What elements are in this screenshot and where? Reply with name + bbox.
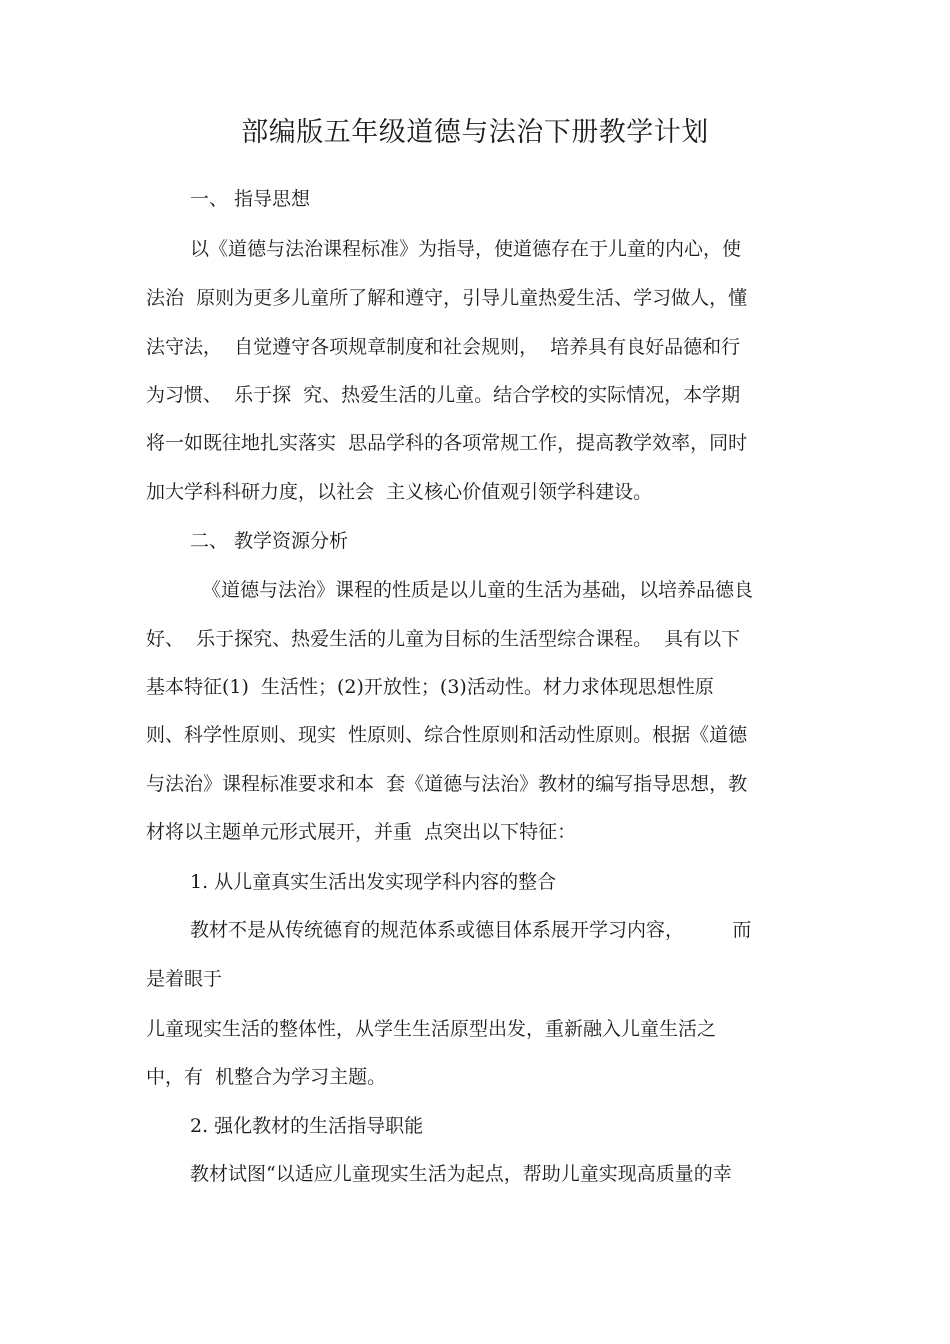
paragraph-line: 材将以主题单元形式展开，并重 点突出以下特征：	[146, 821, 577, 843]
paragraph-line: 儿童现实生活的整体性，从学生生活原型出发，重新融入儿童生活之	[146, 1018, 717, 1040]
numbered-heading-1: 1. 从儿童真实生活出发实现学科内容的整合	[190, 871, 557, 893]
paragraph-line: 教材试图“以适应儿童现实生活为起点，帮助儿童实现高质量的幸	[190, 1163, 732, 1185]
paragraph-line: 法守法， 自觉遵守各项规章制度和社会规则， 培养具有良好品德和行	[146, 336, 741, 358]
paragraph-line: 与法治》课程标准要求和本 套《道德与法治》教材的编写指导思想，教	[146, 773, 748, 795]
paragraph-line: 将一如既往地扎实落实 思品学科的各项常规工作，提高教学效率，同时	[146, 432, 748, 454]
section-heading-2: 二、 教学资源分析	[190, 530, 349, 552]
document-title: 部编版五年级道德与法治下册教学计划	[241, 117, 709, 148]
paragraph-line: 教材不是从传统德育的规范体系或德目体系展开学习内容， 而	[190, 919, 752, 941]
section-heading-1: 一、 指导思想	[190, 188, 311, 210]
paragraph-line: 为习惯、 乐于探 究、热爱生活的儿童。结合学校的实际情况，本学期	[146, 384, 741, 406]
numbered-heading-2: 2. 强化教材的生活指导职能	[190, 1115, 424, 1137]
paragraph-line: 以《道德与法治课程标准》为指导，使道德存在于儿童的内心，使	[190, 238, 742, 260]
paragraph-line: 中，有 机整合为学习主题。	[146, 1066, 387, 1088]
paragraph-line: 则、科学性原则、现实 性原则、综合性原则和活动性原则。根据《道德	[146, 724, 748, 746]
paragraph-line: 法治 原则为更多儿童所了解和遵守，引导儿童热爱生活、学习做人，懂	[146, 287, 748, 309]
paragraph-line: 加大学科科研力度，以社会 主义核心价值观引领学科建设。	[146, 481, 653, 503]
paragraph-line: 基本特征(1) 生活性；(2)开放性；(3)活动性。材力求体现思想性原	[146, 676, 714, 698]
paragraph-line: 《道德与法治》课程的性质是以儿童的生活为基础，以培养品德良	[202, 579, 754, 601]
paragraph-line: 是着眼于	[146, 968, 223, 990]
paragraph-line: 好、 乐于探究、热爱生活的儿童为目标的生活型综合课程。 具有以下	[146, 628, 741, 650]
